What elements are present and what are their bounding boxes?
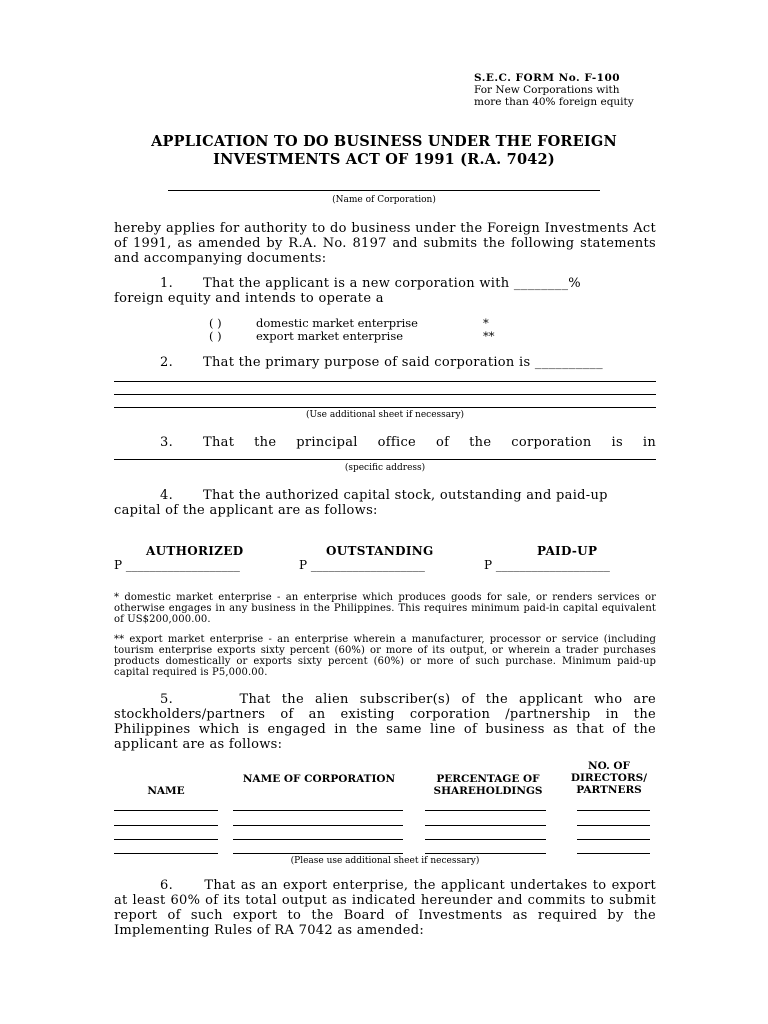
col-dir-line3: PARTNERS [576, 784, 642, 796]
dir-blank[interactable] [577, 825, 650, 826]
export-checkbox[interactable]: ( ) [209, 329, 222, 343]
title-line2: INVESTMENTS ACT OF 1991 (R.A. 7042) [213, 151, 555, 168]
col-dir-line2: DIRECTORS/ [570, 772, 648, 784]
purpose-line-1[interactable] [114, 381, 656, 382]
item5-number: 5. [160, 692, 174, 707]
purpose-line-3[interactable] [114, 407, 656, 408]
paidup-amount-field[interactable]: P ___________________ [484, 558, 610, 572]
name-blank[interactable] [114, 853, 218, 854]
domestic-option-mark: * [483, 316, 489, 330]
form-number-block [474, 72, 634, 108]
item6-paragraph [114, 878, 656, 938]
export-option-label: export market enterprise [256, 329, 404, 343]
domestic-footnote: * domestic market enterprise - an enterprise which produces goods for sale, or renders services or otherwise engages in any business in the Philippines. This requires minimum paid-in capital equivalent of US$200,000.00. [114, 592, 656, 625]
intro-paragraph: hereby applies for authority to do business under the Foreign Investments Act of 1991, as amended by R.A. No. 8197 and submits the following statements and accompanying documents: [114, 221, 656, 266]
name-blank[interactable] [114, 825, 218, 826]
item5-paragraph [114, 692, 656, 752]
col-pct-header [420, 773, 556, 797]
title-line1: APPLICATION TO DO BUSINESS UNDER THE FOREIGN [151, 133, 617, 150]
dir-blank[interactable] [577, 853, 650, 854]
col-dir-line1: NO. OF [587, 760, 631, 772]
col-name-header: NAME [147, 785, 185, 797]
corp-blank[interactable] [233, 839, 403, 840]
export-option-mark: ** [483, 329, 495, 343]
pct-blank[interactable] [425, 825, 546, 826]
item1-number: 1. [160, 276, 174, 291]
form-note-line1: For New Corporations with [474, 84, 620, 96]
item4-text-a: That the authorized capital stock, outstanding and paid-up [203, 488, 608, 503]
dir-blank[interactable] [577, 839, 650, 840]
form-title [100, 133, 668, 169]
corporation-name-caption: (Name of Corporation) [332, 195, 436, 205]
pct-blank[interactable] [425, 810, 546, 811]
item3-number: 3. [160, 435, 174, 450]
address-caption: (specific address) [344, 463, 426, 473]
form-note-line2: more than 40% foreign equity [474, 96, 634, 108]
name-blank[interactable] [114, 839, 218, 840]
col-corp-header: NAME OF CORPORATION [242, 773, 396, 785]
item2-number: 2. [160, 355, 174, 370]
corporation-name-field[interactable] [168, 190, 600, 191]
corp-blank[interactable] [233, 810, 403, 811]
form-code: S.E.C. FORM No. F-100 [474, 72, 621, 84]
item2-text: That the primary purpose of said corporation is __________ [203, 355, 603, 370]
col-pct-line2: SHAREHOLDINGS [433, 785, 543, 797]
pct-blank[interactable] [425, 853, 546, 854]
outstanding-header: OUTSTANDING [326, 544, 434, 558]
name-blank[interactable] [114, 810, 218, 811]
address-line[interactable] [114, 459, 656, 460]
item6-text: That as an export enterprise, the applicant undertakes to export at least 60% of its total output as indicated hereunder and commits to submit report of such export to the Board of Investments as required by the Implementing Rules of RA 7042 as amended: [114, 878, 656, 938]
item5-text: That the alien subscriber(s) of the applicant who are stockholders/partners of an existing corporation /partnership in the Philippines which is engaged in the same line of business as that of the applicant are as follows: [114, 692, 656, 752]
paidup-header: PAID-UP [537, 544, 598, 558]
item3-text: That the principal office of the corporation is in [203, 435, 656, 450]
corp-blank[interactable] [233, 853, 403, 854]
authorized-header: AUTHORIZED [146, 544, 244, 558]
item4-number: 4. [160, 488, 174, 503]
item1-text-a: That the applicant is a new corporation with ________% [203, 276, 581, 291]
outstanding-amount-field[interactable]: P ___________________ [299, 558, 425, 572]
item1-text-b: foreign equity and intends to operate a [114, 291, 384, 306]
purpose-line-2[interactable] [114, 394, 656, 395]
item4-text-b: capital of the applicant are as follows: [114, 503, 378, 518]
subscriber-caption: (Please use additional sheet if necessary) [290, 856, 480, 866]
corp-blank[interactable] [233, 825, 403, 826]
dir-blank[interactable] [577, 810, 650, 811]
col-dir-header [567, 760, 651, 796]
col-pct-line1: PERCENTAGE OF [436, 773, 540, 785]
domestic-option-label: domestic market enterprise [256, 316, 418, 330]
pct-blank[interactable] [425, 839, 546, 840]
domestic-checkbox[interactable]: ( ) [209, 316, 222, 330]
purpose-caption: (Use additional sheet if necessary) [305, 410, 465, 420]
authorized-amount-field[interactable]: P ___________________ [114, 558, 240, 572]
export-footnote: ** export market enterprise - an enterprise wherein a manufacturer, processor or service (including tourism enterprise exports sixty percent (60%) or more of its output, or wherein a trader purchases products domestically or exports sixty percent (60%) or more of such purchase. Minimum paid-up capital required is P5,000.00. [114, 634, 656, 678]
item6-number: 6. [160, 878, 174, 893]
